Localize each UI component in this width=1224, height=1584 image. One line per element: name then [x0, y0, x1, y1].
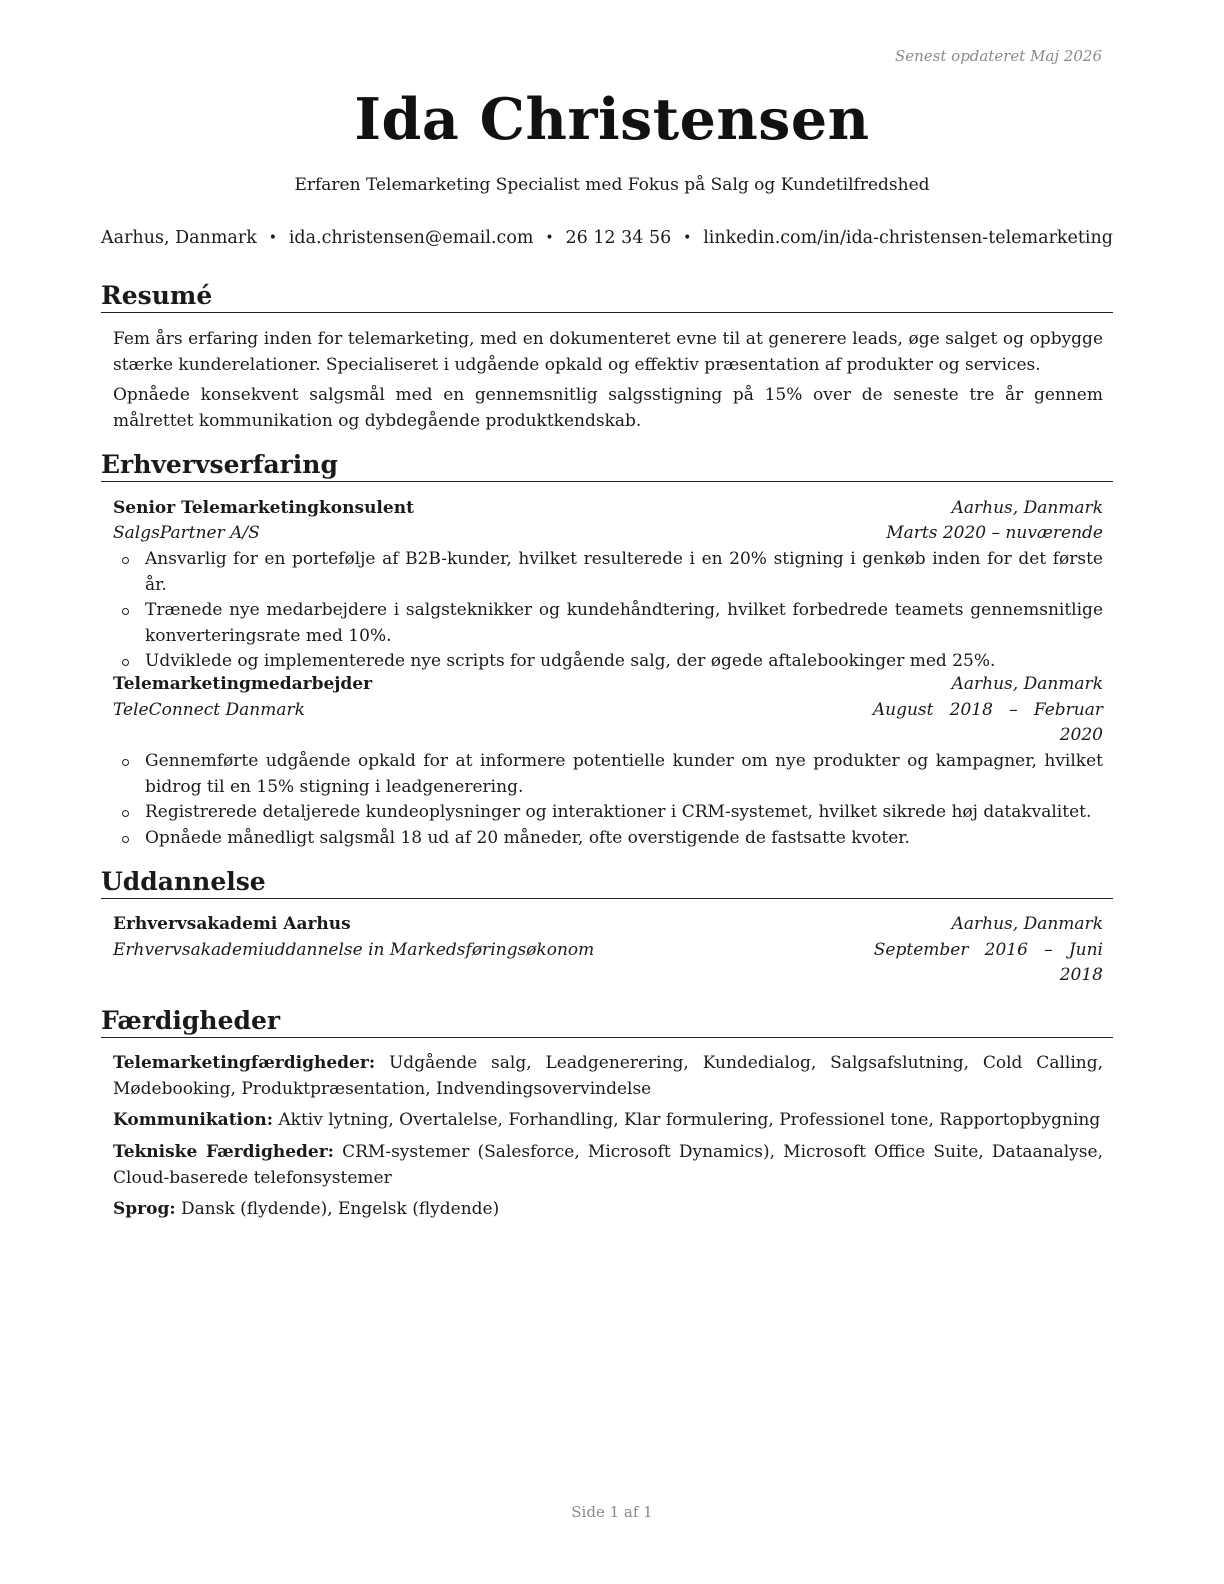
job-1-dates: Marts 2020 – nuværende — [886, 523, 1103, 543]
list-item: Gennemførte udgående opkald for at informere potentielle kunder om nye produkter og kampagner, hvilket bidrog til en 15% stigning i leadgenerering. — [113, 749, 1103, 800]
section-title-experience: Erhvervserfaring — [101, 450, 1113, 482]
job-2-subheader — [113, 698, 1103, 724]
job-2-dates-cont — [113, 723, 1103, 749]
education-school: Erhvervsakademi Aarhus — [113, 914, 351, 934]
education-degree: Erhvervsakademiuddannelse in Markedsføringsøkonom — [113, 940, 595, 960]
job-1-subheader — [113, 521, 1103, 547]
skill-technical — [113, 1140, 1103, 1191]
list-item: Opnåede månedligt salgsmål 18 ud af 20 måneder, ofte overstigende de fastsatte kvoter. — [113, 826, 1103, 852]
candidate-name: Ida Christensen — [354, 86, 870, 153]
job-2-company: TeleConnect Danmark — [113, 700, 305, 720]
job-1-role: Senior Telemarketingkonsulent — [113, 498, 414, 518]
education-dates-line2: 2018 — [1059, 965, 1103, 985]
skill-text: CRM-systemer (Salesforce, Microsoft Dynamics), Microsoft Office Suite, Dataanalyse, Cloud-baserede telefonsystemer — [113, 1142, 1103, 1188]
list-item: Trænede nye medarbejdere i salgsteknikker og kundehåndtering, hvilket forbedrede teamets gennemsnitlige konverteringsrate med 10%. — [113, 598, 1103, 649]
job-2-bullets — [113, 749, 1103, 851]
skill-label: Telemarketingfærdigheder: — [113, 1053, 376, 1073]
job-2-header — [113, 672, 1103, 698]
skill-languages — [113, 1197, 1103, 1223]
contact-separator: • — [683, 230, 692, 246]
job-1-header — [113, 496, 1103, 522]
list-item: Udviklede og implementerede nye scripts for udgående salg, der øgede aftalebookinger med 25%. — [113, 649, 1103, 675]
section-title-education: Uddannelse — [101, 867, 1113, 899]
last-updated: Senest opdateret Maj 2026 — [894, 47, 1102, 65]
education-location: Aarhus, Danmark — [951, 914, 1103, 934]
skill-text: Udgående salg, Leadgenerering, Kundedialog, Salgsafslutning, Cold Calling, Mødebooking, Produktpræsentation, Indvendingsovervindelse — [113, 1053, 1103, 1099]
skill-label: Tekniske Færdigheder: — [113, 1142, 334, 1162]
education-header — [113, 912, 1103, 938]
list-item: Registrerede detaljerede kundeoplysninger og interaktioner i CRM-systemet, hvilket sikrede høj datakvalitet. — [113, 800, 1103, 826]
education-dates: September 2016 – Juni — [873, 940, 1103, 960]
skill-label: Kommunikation: — [113, 1110, 273, 1130]
skill-text: Aktiv lytning, Overtalelse, Forhandling, Klar formulering, Professionel tone, Rapportopbygning — [278, 1110, 1101, 1130]
job-2-location: Aarhus, Danmark — [951, 674, 1103, 694]
contact-email[interactable]: ida.christensen@email.com — [288, 228, 534, 248]
section-title-summary: Resumé — [101, 281, 1113, 313]
job-1-location: Aarhus, Danmark — [951, 498, 1103, 518]
job-1-bullets — [113, 547, 1103, 675]
skill-label: Sprog: — [113, 1199, 176, 1219]
contact-separator: • — [545, 230, 554, 246]
contact-phone: 26 12 34 56 — [565, 228, 672, 248]
contact-linkedin[interactable]: linkedin.com/in/ida-christensen-telemarketing — [703, 228, 1113, 248]
summary-paragraph-1: Fem års erfaring inden for telemarketing, med en dokumenteret evne til at generere leads, øge salget og opbygge stærke kunderelationer. Specialiseret i udgående opkald og effektiv præsentation af produkter og services. — [113, 329, 1103, 375]
summary-paragraph-2: Opnåede konsekvent salgsmål med en gennemsnitlig salgsstigning på 15% over de seneste tre år gennem målrettet kommunikation og dybdegående produktkendskab. — [113, 385, 1103, 431]
tagline: Erfaren Telemarketing Specialist med Fokus på Salg og Kundetilfredshed — [294, 175, 930, 195]
skill-communication — [113, 1108, 1103, 1134]
contact-line — [101, 228, 1113, 248]
education-dates-cont — [113, 963, 1103, 989]
contact-separator: • — [268, 230, 277, 246]
education-subheader — [113, 938, 1103, 964]
skill-telemarketing — [113, 1051, 1103, 1102]
job-2-dates-line2: 2020 — [1059, 725, 1103, 745]
section-title-skills: Færdigheder — [101, 1006, 1113, 1038]
list-item: Ansvarlig for en portefølje af B2B-kunder, hvilket resulterede i en 20% stigning i genkøb inden for det første år. — [113, 547, 1103, 598]
job-1-company: SalgsPartner A/S — [113, 523, 260, 543]
job-2-role: Telemarketingmedarbejder — [113, 674, 373, 694]
page-number: Side 1 af 1 — [571, 1503, 653, 1521]
contact-location: Aarhus, Danmark — [101, 228, 257, 248]
job-2-dates: August 2018 – Februar — [872, 700, 1103, 720]
skill-text: Dansk (flydende), Engelsk (flydende) — [181, 1199, 500, 1219]
